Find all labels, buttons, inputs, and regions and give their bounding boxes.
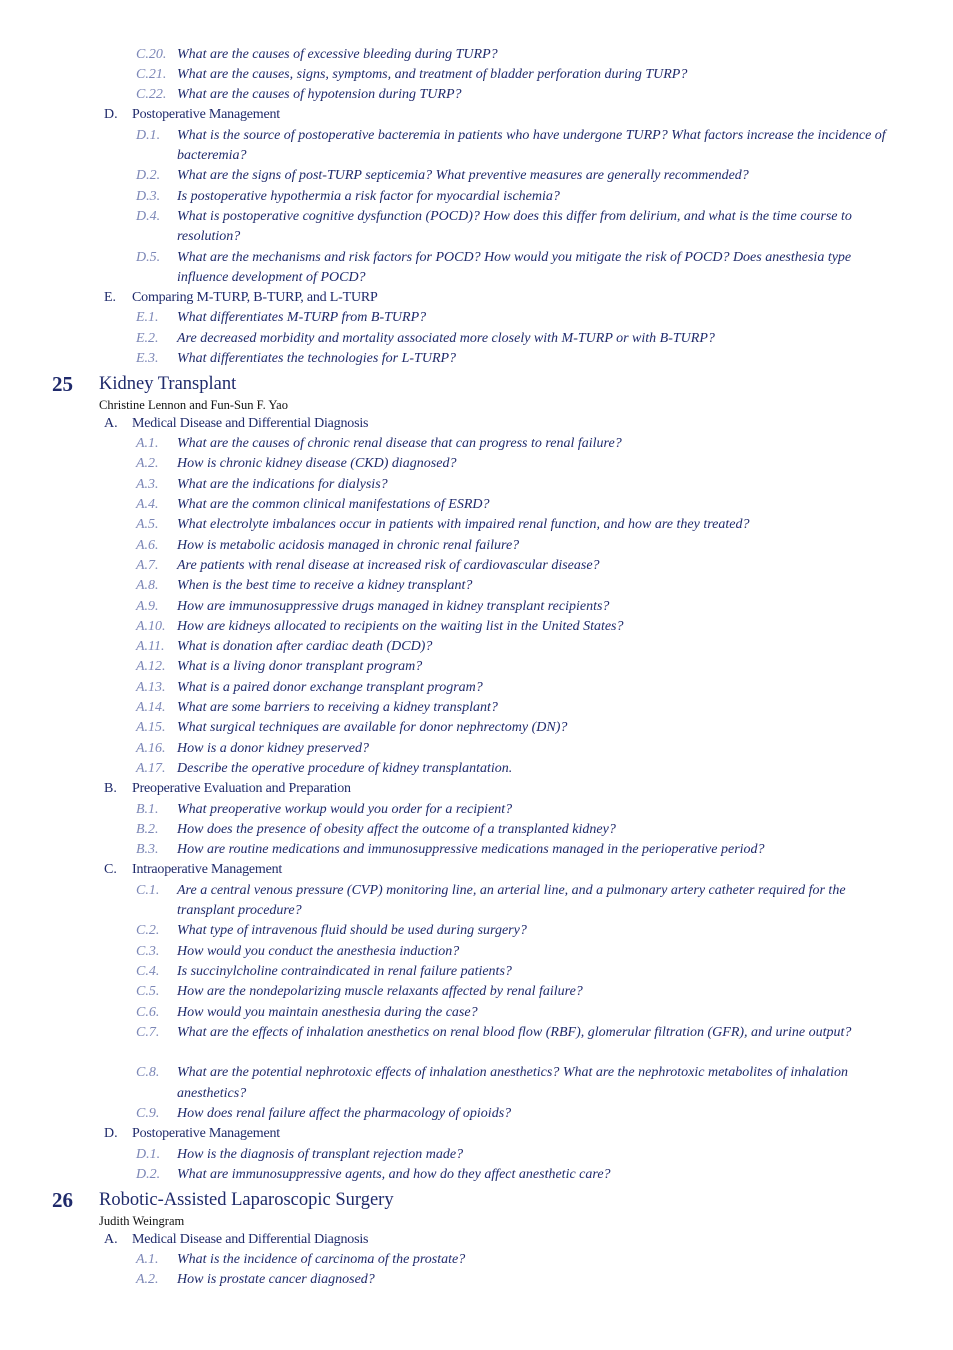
question-text: What are the potential nephrotoxic effects of inhalation anesthetics? What are the nephrotoxic metabolites of inhalation anesthetics? <box>177 1065 848 1101</box>
question-item <box>0 495 953 515</box>
question-text: What are the causes of chronic renal disease that can progress to renal failure? <box>177 436 622 452</box>
question-text: What is donation after cardiac death (DCD)? <box>177 639 433 655</box>
question-number: C.7. <box>136 1024 160 1040</box>
question-item <box>0 921 953 941</box>
question-text: What surgical techniques are available for donor nephrectomy (DN)? <box>177 720 568 736</box>
question-number: C.1. <box>136 882 160 898</box>
question-item <box>0 820 953 840</box>
question-text: Describe the operative procedure of kidney transplantation. <box>177 760 513 776</box>
question-item <box>0 800 953 820</box>
question-number: A.15. <box>136 720 166 736</box>
question-number: A.7. <box>136 557 159 573</box>
question-number: A.12. <box>136 659 166 675</box>
question-number: B.3. <box>136 842 159 858</box>
question-text: What is a living donor transplant program? <box>177 659 423 675</box>
question-text: How are immunosuppressive drugs managed in kidney transplant recipients? <box>177 598 610 614</box>
section-title: Preoperative Evaluation and Preparation <box>132 781 351 797</box>
question-item <box>0 1023 953 1064</box>
section-heading <box>0 860 953 880</box>
question-number: A.2. <box>136 1272 159 1288</box>
question-number: C.2. <box>136 923 160 939</box>
question-text: What are the effects of inhalation anesthetics on renal blood flow (RBF), glomerular filtration (GFR), and urine output? <box>177 1024 852 1040</box>
question-item <box>0 718 953 738</box>
question-number: A.11. <box>136 639 165 655</box>
section-title: Medical Disease and Differential Diagnosis <box>132 1231 369 1247</box>
question-item <box>0 207 953 248</box>
question-item <box>0 85 953 105</box>
question-number: C.22. <box>136 87 167 103</box>
question-text: How is the diagnosis of transplant rejection made? <box>177 1146 464 1162</box>
question-text: How is chronic kidney disease (CKD) diagnosed? <box>177 456 457 472</box>
question-item <box>0 1003 953 1023</box>
question-text: What electrolyte imbalances occur in patients with impaired renal function, and how are they treated? <box>177 517 750 533</box>
section-title: Medical Disease and Differential Diagnosis <box>132 415 369 431</box>
question-text: How does the presence of obesity affect the outcome of a transplanted kidney? <box>177 821 616 837</box>
question-item <box>0 739 953 759</box>
question-number: A.1. <box>136 1252 159 1267</box>
question-item <box>0 536 953 556</box>
chapter-heading <box>0 371 953 397</box>
question-item <box>0 597 953 617</box>
question-number: A.13. <box>136 679 166 695</box>
question-item <box>0 942 953 962</box>
chapter-heading <box>0 1187 953 1213</box>
question-item <box>0 1063 953 1104</box>
section-title: Postoperative Management <box>132 107 280 123</box>
section-letter: D. <box>104 107 118 123</box>
question-number: A.9. <box>136 598 159 614</box>
question-item <box>0 454 953 474</box>
question-number: B.1. <box>136 801 159 817</box>
question-text: How is prostate cancer diagnosed? <box>177 1272 375 1288</box>
question-number: C.4. <box>136 963 160 979</box>
question-item <box>0 166 953 186</box>
question-number: A.3. <box>136 476 159 492</box>
section-title: Intraoperative Management <box>132 862 283 878</box>
section-letter: D. <box>104 1126 118 1142</box>
question-number: E.1. <box>136 310 159 326</box>
question-item <box>0 637 953 657</box>
question-number: C.21. <box>136 66 167 82</box>
question-text: What is the source of postoperative bacteremia in patients who have undergone TURP? What factors increase the incidence of bacteremia? <box>177 127 886 163</box>
question-number: D.5. <box>136 249 161 265</box>
chapter-title: Kidney Transplant <box>99 374 237 395</box>
question-item <box>0 475 953 495</box>
question-item <box>0 1250 953 1270</box>
question-item <box>0 576 953 596</box>
question-text: How are the nondepolarizing muscle relaxants affected by renal failure? <box>177 984 583 1000</box>
section-title: Comparing M-TURP, B-TURP, and L-TURP <box>132 290 378 306</box>
section-heading <box>0 288 953 308</box>
section-letter: E. <box>104 290 117 306</box>
question-item <box>0 982 953 1002</box>
question-item <box>0 45 953 65</box>
question-text: How is a donor kidney preserved? <box>177 740 369 756</box>
question-text: How are kidneys allocated to recipients on the waiting list in the United States? <box>177 618 624 634</box>
question-text: How does renal failure affect the pharmacology of opioids? <box>177 1106 512 1121</box>
question-number: C.6. <box>136 1004 160 1020</box>
section-heading <box>0 779 953 799</box>
question-text: What are the signs of post-TURP septicemia? What preventive measures are generally recommended? <box>177 168 749 184</box>
question-item <box>0 1165 953 1185</box>
chapter-number: 25 <box>52 372 73 397</box>
question-item <box>0 962 953 982</box>
question-item <box>0 308 953 328</box>
question-item <box>0 349 953 369</box>
question-text: How are routine medications and immunosuppressive medications managed in the perioperative period? <box>177 842 765 858</box>
question-text: Is succinylcholine contraindicated in renal failure patients? <box>177 963 512 979</box>
question-number: C.3. <box>136 943 160 959</box>
question-text: What preoperative workup would you order for a recipient? <box>177 801 513 817</box>
question-text: What are the causes of hypotension during TURP? <box>177 87 462 103</box>
question-item <box>0 556 953 576</box>
section-title: Postoperative Management <box>132 1126 280 1142</box>
question-item <box>0 1104 953 1124</box>
question-item <box>0 65 953 85</box>
question-text: How would you maintain anesthesia during the case? <box>177 1004 478 1020</box>
question-number: D.2. <box>136 1166 161 1182</box>
question-item <box>0 434 953 454</box>
section-heading <box>0 1124 953 1144</box>
question-number: C.20. <box>136 46 167 62</box>
question-text: When is the best time to receive a kidney transplant? <box>177 578 473 594</box>
question-text: Are patients with renal disease at increased risk of cardiovascular disease? <box>177 557 600 573</box>
question-number: A.1. <box>136 436 159 452</box>
chapter-title: Robotic-Assisted Laparoscopic Surgery <box>99 1190 394 1211</box>
question-item <box>0 881 953 922</box>
question-number: A.17. <box>136 760 166 776</box>
question-number: C.9. <box>136 1106 160 1121</box>
question-number: A.14. <box>136 700 166 715</box>
question-number: B.2. <box>136 821 159 837</box>
question-text: What are the causes of excessive bleeding during TURP? <box>177 46 498 62</box>
question-text: What differentiates the technologies for L-TURP? <box>177 351 457 366</box>
question-number: D.3. <box>136 188 161 204</box>
section-heading <box>0 105 953 125</box>
question-number: D.1. <box>136 127 161 143</box>
question-text: How is metabolic acidosis managed in chronic renal failure? <box>177 537 520 553</box>
question-text: What is the incidence of carcinoma of the prostate? <box>177 1252 466 1267</box>
question-item <box>0 840 953 860</box>
question-text: What are the causes, signs, symptoms, and treatment of bladder perforation during TURP? <box>177 66 688 82</box>
question-number: C.5. <box>136 984 160 1000</box>
question-item <box>0 678 953 698</box>
question-item <box>0 1145 953 1165</box>
question-text: What are immunosuppressive agents, and how do they affect anesthetic care? <box>177 1166 611 1182</box>
question-number: A.10. <box>136 618 166 634</box>
section-letter: A. <box>104 415 118 431</box>
question-item <box>0 617 953 637</box>
question-item <box>0 515 953 535</box>
question-text: What are the indications for dialysis? <box>177 476 388 492</box>
question-item <box>0 329 953 349</box>
question-text: Are decreased morbidity and mortality associated more closely with M-TURP or with B-TURP? <box>177 330 715 346</box>
section-letter: A. <box>104 1231 118 1247</box>
question-number: A.16. <box>136 740 166 756</box>
section-heading <box>0 1230 953 1250</box>
question-number: A.8. <box>136 578 159 594</box>
question-text: What are the mechanisms and risk factors for POCD? How would you mitigate the risk of POCD? Does anesthesia type influence development of POCD? <box>177 249 852 285</box>
question-text: What is a paired donor exchange transplant program? <box>177 679 483 695</box>
question-text: Are a central venous pressure (CVP) monitoring line, an arterial line, and a pulmonary artery catheter required for the transplant procedure? <box>177 882 846 918</box>
question-number: C.8. <box>136 1065 160 1081</box>
question-number: D.2. <box>136 168 161 184</box>
question-item <box>0 759 953 779</box>
section-letter: C. <box>104 862 117 878</box>
chapter-authors: Judith Weingram <box>99 1214 185 1229</box>
section-heading <box>0 414 953 434</box>
question-text: Is postoperative hypothermia a risk factor for myocardial ischemia? <box>177 188 560 204</box>
question-number: A.5. <box>136 517 159 533</box>
question-number: D.1. <box>136 1146 161 1162</box>
chapter-authors: Christine Lennon and Fun-Sun F. Yao <box>99 398 288 413</box>
question-item <box>0 698 953 718</box>
question-text: What differentiates M-TURP from B-TURP? <box>177 310 427 326</box>
question-item <box>0 126 953 167</box>
question-number: A.4. <box>136 497 159 512</box>
question-number: D.4. <box>136 208 161 224</box>
question-number: A.6. <box>136 537 159 553</box>
question-text: What type of intravenous fluid should be used during surgery? <box>177 923 527 939</box>
question-item <box>0 1270 953 1290</box>
question-item <box>0 187 953 207</box>
section-letter: B. <box>104 781 117 797</box>
question-item <box>0 657 953 677</box>
question-text: What are some barriers to receiving a kidney transplant? <box>177 700 498 715</box>
question-item <box>0 248 953 289</box>
question-text: How would you conduct the anesthesia induction? <box>177 943 460 959</box>
question-text: What is postoperative cognitive dysfunction (POCD)? How does this differ from delirium, and what is the time course to resolution? <box>177 208 852 245</box>
question-number: E.3. <box>136 351 159 366</box>
question-number: E.2. <box>136 330 159 346</box>
question-text: What are the common clinical manifestations of ESRD? <box>177 497 490 512</box>
chapter-number: 26 <box>52 1188 73 1213</box>
question-number: A.2. <box>136 456 159 472</box>
